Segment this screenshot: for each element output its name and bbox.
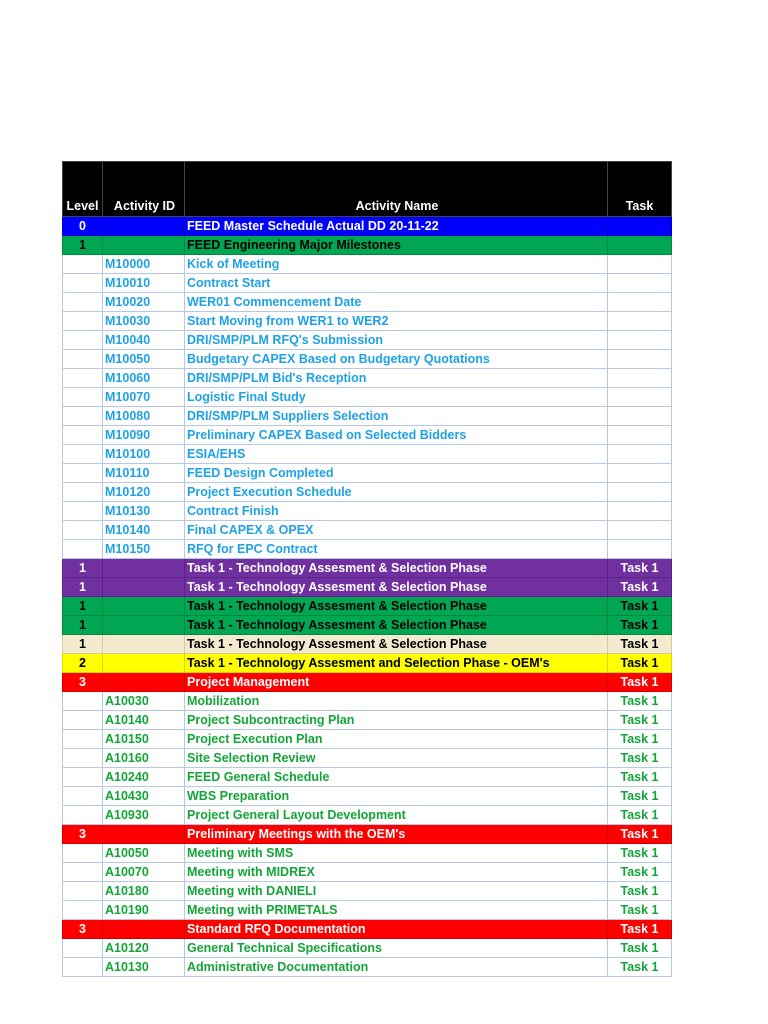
band-row[interactable]	[63, 825, 672, 844]
activity-id-cell[interactable]	[103, 559, 185, 578]
level-cell[interactable]: 1	[63, 616, 103, 635]
activity-name-cell[interactable]: Project General Layout Development	[185, 806, 608, 825]
table-row[interactable]	[63, 502, 672, 521]
level-cell[interactable]: 1	[63, 236, 103, 255]
activity-id-cell[interactable]: A10120	[103, 939, 185, 958]
table-row[interactable]	[63, 958, 672, 977]
activity-id-cell[interactable]: M10150	[103, 540, 185, 559]
level-cell[interactable]	[63, 958, 103, 977]
activity-name-cell[interactable]: Standard RFQ Documentation	[185, 920, 608, 939]
activity-id-cell[interactable]: A10930	[103, 806, 185, 825]
table-row[interactable]	[63, 464, 672, 483]
task-cell[interactable]: Task 1	[608, 882, 672, 901]
activity-name-cell[interactable]: FEED General Schedule	[185, 768, 608, 787]
activity-name-cell[interactable]: Meeting with MIDREX	[185, 863, 608, 882]
activity-id-cell[interactable]	[103, 673, 185, 692]
task-cell[interactable]	[608, 255, 672, 274]
task-cell[interactable]: Task 1	[608, 711, 672, 730]
activity-id-cell[interactable]: A10160	[103, 749, 185, 768]
activity-name-cell[interactable]: Task 1 - Technology Assesment & Selection Phase	[185, 597, 608, 616]
level-cell[interactable]	[63, 388, 103, 407]
activity-id-cell[interactable]: A10180	[103, 882, 185, 901]
task-cell[interactable]: Task 1	[608, 559, 672, 578]
activity-id-cell[interactable]: M10020	[103, 293, 185, 312]
table-row[interactable]	[63, 863, 672, 882]
level-cell[interactable]	[63, 768, 103, 787]
activity-id-cell[interactable]: M10000	[103, 255, 185, 274]
task-cell[interactable]: Task 1	[608, 806, 672, 825]
table-row[interactable]	[63, 540, 672, 559]
band-row[interactable]	[63, 635, 672, 654]
level-cell[interactable]: 3	[63, 673, 103, 692]
activity-name-cell[interactable]: Final CAPEX & OPEX	[185, 521, 608, 540]
level-cell[interactable]	[63, 293, 103, 312]
band-row[interactable]	[63, 920, 672, 939]
task-cell[interactable]: Task 1	[608, 578, 672, 597]
activity-id-cell[interactable]	[103, 236, 185, 255]
task-cell[interactable]: Task 1	[608, 958, 672, 977]
level-cell[interactable]	[63, 540, 103, 559]
activity-name-cell[interactable]: Project Execution Plan	[185, 730, 608, 749]
task-cell[interactable]: Task 1	[608, 920, 672, 939]
level-cell[interactable]	[63, 483, 103, 502]
activity-name-cell[interactable]: Task 1 - Technology Assesment & Selection Phase	[185, 559, 608, 578]
schedule-sheet	[62, 161, 672, 977]
activity-id-cell[interactable]: A10430	[103, 787, 185, 806]
level-cell[interactable]	[63, 521, 103, 540]
activity-id-cell[interactable]	[103, 217, 185, 236]
activity-id-cell[interactable]	[103, 578, 185, 597]
activity-id-cell[interactable]: M10040	[103, 331, 185, 350]
table-row[interactable]	[63, 787, 672, 806]
level-cell[interactable]	[63, 939, 103, 958]
activity-name-cell[interactable]: Project Execution Schedule	[185, 483, 608, 502]
level-cell[interactable]: 0	[63, 217, 103, 236]
task-cell[interactable]: Task 1	[608, 825, 672, 844]
activity-name-cell[interactable]: DRI/SMP/PLM Suppliers Selection	[185, 407, 608, 426]
task-cell[interactable]	[608, 521, 672, 540]
task-cell[interactable]	[608, 274, 672, 293]
table-row[interactable]	[63, 749, 672, 768]
table-row[interactable]	[63, 445, 672, 464]
task-cell[interactable]: Task 1	[608, 768, 672, 787]
task-cell[interactable]	[608, 407, 672, 426]
table-row[interactable]	[63, 274, 672, 293]
activity-name-cell[interactable]: Task 1 - Technology Assesment & Selection Phase	[185, 635, 608, 654]
level-cell[interactable]	[63, 844, 103, 863]
activity-id-cell[interactable]: M10080	[103, 407, 185, 426]
task-cell[interactable]	[608, 388, 672, 407]
activity-name-cell[interactable]: Meeting with DANIELI	[185, 882, 608, 901]
task-cell[interactable]	[608, 483, 672, 502]
level-cell[interactable]: 2	[63, 654, 103, 673]
task-cell[interactable]	[608, 217, 672, 236]
activity-id-cell[interactable]: M10030	[103, 312, 185, 331]
level-cell[interactable]	[63, 426, 103, 445]
activity-name-cell[interactable]: Preliminary CAPEX Based on Selected Bidders	[185, 426, 608, 445]
band-row[interactable]	[63, 578, 672, 597]
table-row[interactable]	[63, 901, 672, 920]
level-cell[interactable]	[63, 749, 103, 768]
activity-id-cell[interactable]	[103, 597, 185, 616]
activity-id-cell[interactable]: A10030	[103, 692, 185, 711]
activity-name-cell[interactable]: Task 1 - Technology Assesment & Selection Phase	[185, 578, 608, 597]
table-row[interactable]	[63, 844, 672, 863]
table-row[interactable]	[63, 882, 672, 901]
activity-id-header[interactable]: Activity ID	[103, 162, 185, 217]
task-cell[interactable]	[608, 426, 672, 445]
activity-name-cell[interactable]: Site Selection Review	[185, 749, 608, 768]
activity-name-cell[interactable]: ESIA/EHS	[185, 445, 608, 464]
table-row[interactable]	[63, 312, 672, 331]
level-header[interactable]: Level	[63, 162, 103, 217]
task-cell[interactable]: Task 1	[608, 654, 672, 673]
task-cell[interactable]: Task 1	[608, 787, 672, 806]
task-cell[interactable]	[608, 502, 672, 521]
level-cell[interactable]: 1	[63, 578, 103, 597]
task-cell[interactable]: Task 1	[608, 692, 672, 711]
activity-id-cell[interactable]: M10100	[103, 445, 185, 464]
level-cell[interactable]: 3	[63, 920, 103, 939]
activity-id-cell[interactable]: A10070	[103, 863, 185, 882]
level-cell[interactable]	[63, 901, 103, 920]
activity-id-cell[interactable]: M10120	[103, 483, 185, 502]
level-cell[interactable]	[63, 464, 103, 483]
activity-name-cell[interactable]: Logistic Final Study	[185, 388, 608, 407]
activity-id-cell[interactable]: A10150	[103, 730, 185, 749]
activity-name-cell[interactable]: Meeting with PRIMETALS	[185, 901, 608, 920]
task-cell[interactable]: Task 1	[608, 597, 672, 616]
activity-name-cell[interactable]: FEED Design Completed	[185, 464, 608, 483]
level-cell[interactable]	[63, 863, 103, 882]
level-cell[interactable]: 1	[63, 559, 103, 578]
level-cell[interactable]	[63, 407, 103, 426]
activity-name-cell[interactable]: WBS Preparation	[185, 787, 608, 806]
task-cell[interactable]: Task 1	[608, 749, 672, 768]
task-cell[interactable]	[608, 293, 672, 312]
activity-id-cell[interactable]	[103, 616, 185, 635]
activity-id-cell[interactable]: M10060	[103, 369, 185, 388]
task-cell[interactable]	[608, 312, 672, 331]
activity-name-cell[interactable]: Preliminary Meetings with the OEM's	[185, 825, 608, 844]
table-row[interactable]	[63, 369, 672, 388]
activity-id-cell[interactable]: M10090	[103, 426, 185, 445]
activity-id-cell[interactable]: A10140	[103, 711, 185, 730]
activity-name-cell[interactable]: Start Moving from WER1 to WER2	[185, 312, 608, 331]
task-cell[interactable]	[608, 331, 672, 350]
activity-id-cell[interactable]: M10010	[103, 274, 185, 293]
activity-id-cell[interactable]: A10050	[103, 844, 185, 863]
band-row[interactable]	[63, 236, 672, 255]
task-cell[interactable]: Task 1	[608, 901, 672, 920]
activity-name-cell[interactable]: Contract Start	[185, 274, 608, 293]
band-row[interactable]	[63, 654, 672, 673]
activity-id-cell[interactable]: M10050	[103, 350, 185, 369]
table-row[interactable]	[63, 711, 672, 730]
activity-name-cell[interactable]: FEED Master Schedule Actual DD 20-11-22	[185, 217, 608, 236]
activity-name-cell[interactable]: Meeting with SMS	[185, 844, 608, 863]
band-row[interactable]	[63, 559, 672, 578]
task-cell[interactable]: Task 1	[608, 863, 672, 882]
band-row[interactable]	[63, 673, 672, 692]
activity-id-cell[interactable]	[103, 635, 185, 654]
table-row[interactable]	[63, 939, 672, 958]
activity-id-cell[interactable]	[103, 654, 185, 673]
task-cell[interactable]: Task 1	[608, 673, 672, 692]
activity-id-cell[interactable]: M10140	[103, 521, 185, 540]
activity-name-cell[interactable]: Kick of Meeting	[185, 255, 608, 274]
table-row[interactable]	[63, 483, 672, 502]
level-cell[interactable]	[63, 369, 103, 388]
level-cell[interactable]: 1	[63, 597, 103, 616]
header-row	[63, 162, 672, 217]
level-cell[interactable]	[63, 255, 103, 274]
level-cell[interactable]	[63, 806, 103, 825]
task-cell[interactable]	[608, 540, 672, 559]
task-header[interactable]: Task	[608, 162, 672, 217]
table-row[interactable]	[63, 426, 672, 445]
level-cell[interactable]	[63, 274, 103, 293]
level-cell[interactable]	[63, 312, 103, 331]
table-row[interactable]	[63, 730, 672, 749]
activity-name-cell[interactable]: RFQ for EPC Contract	[185, 540, 608, 559]
task-cell[interactable]	[608, 236, 672, 255]
activity-name-cell[interactable]: DRI/SMP/PLM Bid's Reception	[185, 369, 608, 388]
task-cell[interactable]	[608, 350, 672, 369]
level-cell[interactable]	[63, 502, 103, 521]
task-cell[interactable]: Task 1	[608, 616, 672, 635]
level-cell[interactable]	[63, 692, 103, 711]
activity-name-cell[interactable]: Task 1 - Technology Assesment & Selection Phase	[185, 616, 608, 635]
activity-name-cell[interactable]: General Technical Specifications	[185, 939, 608, 958]
task-cell[interactable]	[608, 464, 672, 483]
table-row[interactable]	[63, 388, 672, 407]
activity-name-cell[interactable]: Project Management	[185, 673, 608, 692]
level-cell[interactable]	[63, 445, 103, 464]
task-cell[interactable]	[608, 445, 672, 464]
level-cell[interactable]	[63, 730, 103, 749]
activity-name-cell[interactable]: DRI/SMP/PLM RFQ's Submission	[185, 331, 608, 350]
activity-name-cell[interactable]: Mobilization	[185, 692, 608, 711]
table-row[interactable]	[63, 350, 672, 369]
table-row[interactable]	[63, 521, 672, 540]
activity-name-cell[interactable]: Contract Finish	[185, 502, 608, 521]
band-row[interactable]	[63, 217, 672, 236]
level-cell[interactable]	[63, 350, 103, 369]
task-cell[interactable]: Task 1	[608, 635, 672, 654]
activity-id-cell[interactable]: M10070	[103, 388, 185, 407]
table-row[interactable]	[63, 692, 672, 711]
activity-id-cell[interactable]	[103, 920, 185, 939]
activity-name-cell[interactable]: FEED Engineering Major Milestones	[185, 236, 608, 255]
level-cell[interactable]	[63, 331, 103, 350]
activity-id-cell[interactable]: M10110	[103, 464, 185, 483]
activity-name-cell[interactable]: Project Subcontracting Plan	[185, 711, 608, 730]
activity-name-header[interactable]: Activity Name	[185, 162, 608, 217]
table-row[interactable]	[63, 407, 672, 426]
activity-id-cell[interactable]: A10130	[103, 958, 185, 977]
table-row[interactable]	[63, 768, 672, 787]
task-cell[interactable]	[608, 369, 672, 388]
table-row[interactable]	[63, 255, 672, 274]
level-cell[interactable]: 3	[63, 825, 103, 844]
level-cell[interactable]: 1	[63, 635, 103, 654]
task-cell[interactable]: Task 1	[608, 730, 672, 749]
table-row[interactable]	[63, 293, 672, 312]
activity-name-cell[interactable]: Administrative Documentation	[185, 958, 608, 977]
table-row[interactable]	[63, 806, 672, 825]
band-row[interactable]	[63, 616, 672, 635]
level-cell[interactable]	[63, 882, 103, 901]
activity-name-cell[interactable]: WER01 Commencement Date	[185, 293, 608, 312]
task-cell[interactable]: Task 1	[608, 844, 672, 863]
activity-id-cell[interactable]: A10190	[103, 901, 185, 920]
level-cell[interactable]	[63, 711, 103, 730]
level-cell[interactable]	[63, 787, 103, 806]
activity-name-cell[interactable]: Budgetary CAPEX Based on Budgetary Quotations	[185, 350, 608, 369]
band-row[interactable]	[63, 597, 672, 616]
activity-name-cell[interactable]: Task 1 - Technology Assesment and Selection Phase - OEM's	[185, 654, 608, 673]
schedule-rows	[63, 217, 672, 977]
activity-id-cell[interactable]: A10240	[103, 768, 185, 787]
activity-id-cell[interactable]: M10130	[103, 502, 185, 521]
task-cell[interactable]: Task 1	[608, 939, 672, 958]
activity-id-cell[interactable]	[103, 825, 185, 844]
table-row[interactable]	[63, 331, 672, 350]
